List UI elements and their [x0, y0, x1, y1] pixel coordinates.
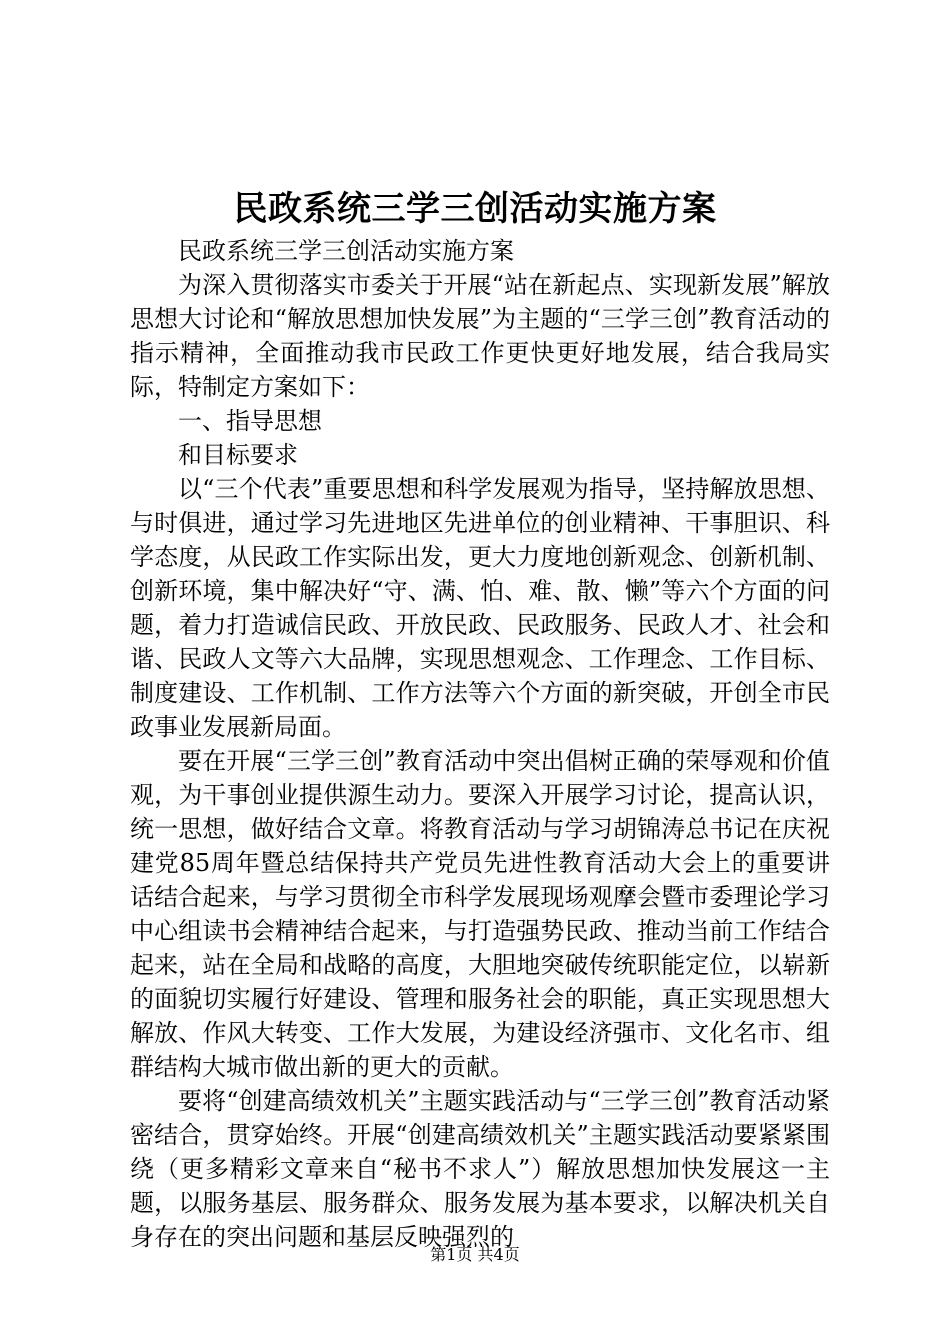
document-body [130, 234, 830, 1254]
section-heading-1-continued: 和目标要求 [178, 441, 298, 469]
paragraph-intro: 为深入贯彻落实市委关于开展“站在新起点、实现新发展”解放思想大讨论和“解放思想加快发展”为主题的“三学三创”教育活动的指示精神，全面推动我市民政工作更快更好地发展，结合我局实际，特制定方案如下： [130, 271, 830, 401]
paragraph-guiding-thought: 以“三个代表”重要思想和科学发展观为指导，坚持解放思想、与时俱进，通过学习先进地区先进单位的创业精神、干事胆识、科学态度，从民政工作实际出发，更大力度地创新观念、创新机制、创新环境，集中解决好“守、满、怕、难、散、懒”等六个方面的问题，着力打造诚信民政、开放民政、民政服务、民政人才、社会和谐、民政人文等六大品牌，实现思想观念、工作理念、工作目标、制度建设、工作机制、工作方法等六个方面的新突破，开创全市民政事业发展新局面。 [130, 475, 830, 741]
paragraph-subtitle: 民政系统三学三创活动实施方案 [178, 237, 514, 265]
paragraph-values: 要在开展“三学三创”教育活动中突出倡树正确的荣辱观和价值观，为干事创业提供源生动力。要深入开展学习讨论，提高认识，统一思想，做好结合文章。将教育活动与学习胡锦涛总书记在庆祝建党85周年暨总结保持共产党员先进性教育活动大会上的重要讲话结合起来，与学习贯彻全市科学发展现场观摩会暨市委理论学习中心组读书会精神结合起来，与打造强势民政、推动当前工作结合起来，站在全局和战略的高度，大胆地突破传统职能定位，以崭新的面貌切实履行好建设、管理和服务社会的职能，真正实现思想大解放、作风大转变、工作大发展，为建设经济强市、文化名市、组群结构大城市做出新的更大的贡献。 [130, 747, 830, 1081]
page-number: 第1页 共4页 [430, 1245, 520, 1264]
document-title: 民政系统三学三创活动实施方案 [233, 189, 717, 229]
section-heading-1: 一、指导思想 [178, 407, 322, 435]
paragraph-high-performance: 要将“创建高绩效机关”主题实践活动与“三学三创”教育活动紧密结合，贯穿始终。开展“创建高绩效机关”主题实践活动要紧紧围绕（更多精彩文章来自“秘书不求人”）解放思想加快发展这一主题，以服务基层、服务群众、服务发展为基本要求，以解决机关自身存在的突出问题和基层反映强烈的 [130, 1087, 830, 1251]
